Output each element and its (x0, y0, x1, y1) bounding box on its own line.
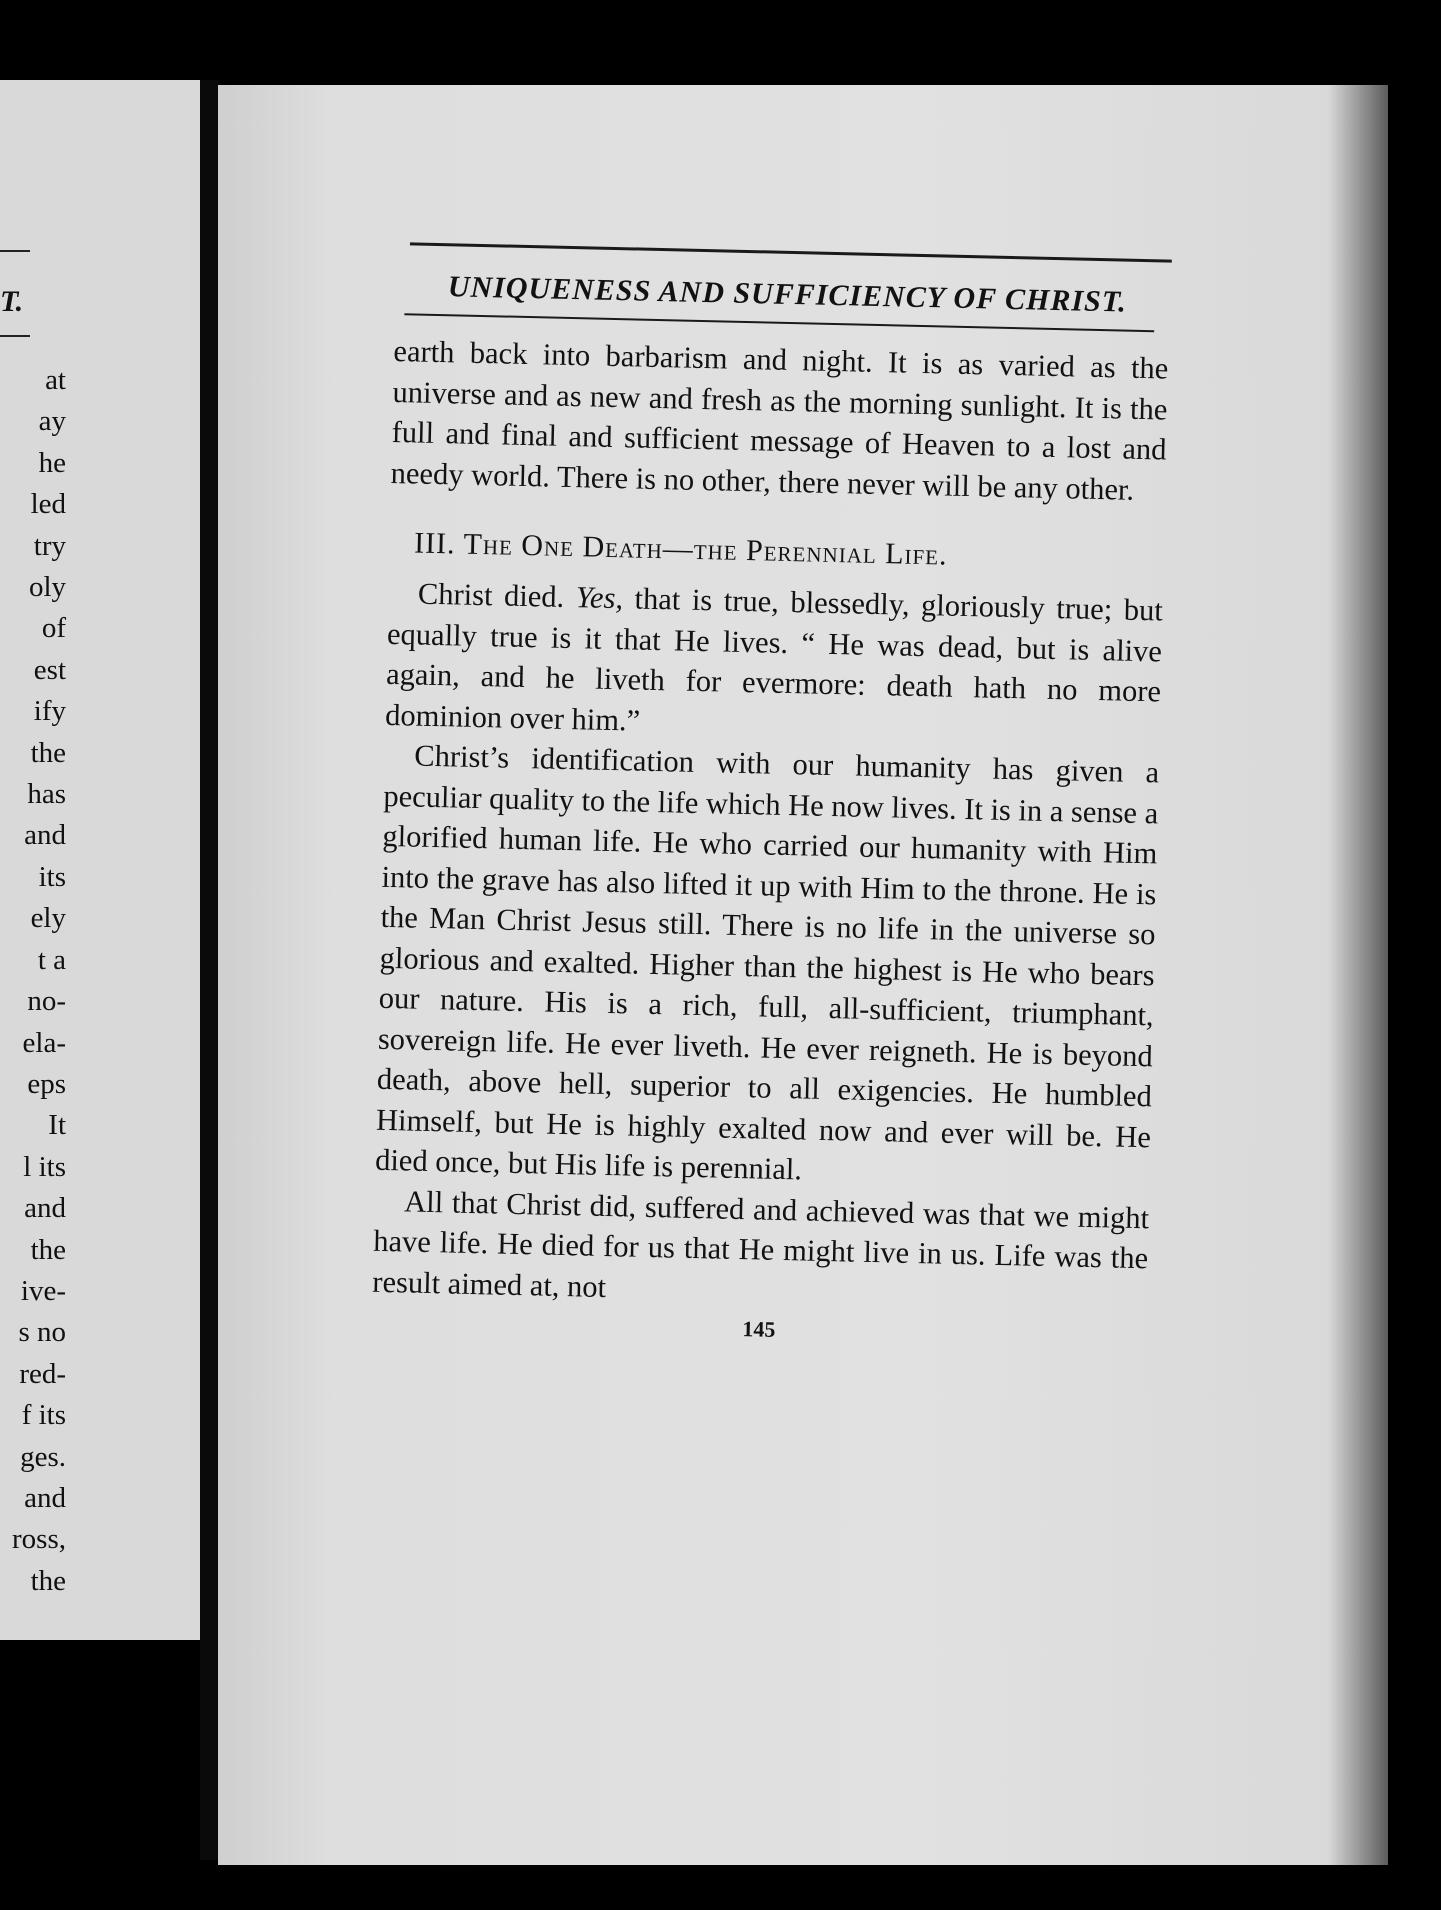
paragraph-christ-died (385, 573, 1163, 753)
left-line-ending: ive- (20, 1274, 66, 1307)
left-line-ending: ely (30, 902, 66, 935)
left-page (0, 80, 200, 1640)
left-line-ending: led (30, 488, 66, 521)
left-line-ending: ela- (22, 1026, 66, 1059)
left-line-ending: and (24, 819, 66, 852)
left-mid-rule (0, 335, 30, 337)
left-line-ending: est (33, 653, 66, 686)
paragraph-all-that-christ-did: All that Christ did, suffered and achieved was that we might have life. He died for us that He might live in us. Life was the result aimed at, not (372, 1183, 1150, 1304)
section-heading: III. The One Death—the Perennial Life. (413, 526, 948, 572)
left-line-ending: has (27, 778, 66, 811)
right-page-text (371, 242, 1171, 1351)
left-line-ending: f its (21, 1399, 66, 1432)
page-number: 145 (742, 1316, 776, 1342)
left-line-ending: oly (28, 571, 66, 604)
left-line-ending: at (45, 364, 66, 396)
left-line-ending: the (30, 1233, 66, 1266)
left-line-ending: ify (33, 695, 66, 728)
page-edge-shadow (1328, 85, 1388, 1865)
left-line-ending: the (30, 1564, 66, 1597)
para2-rest: that is true, blessedly, gloriously true; but equally true is it that He lives. “ He was dead, but is alive again, and he liveth for evermore: death hath no more dominion over him.” (384, 581, 1164, 738)
running-head: UNIQUENESS AND SUFFICIENCY OF CHRIST. (447, 270, 1128, 319)
left-line-ending: ges. (20, 1440, 66, 1473)
left-line-ending: no- (27, 985, 66, 1018)
left-line-ending: l its (23, 1150, 66, 1183)
left-line-ending: ay (38, 405, 66, 438)
left-line-ending: It (48, 1109, 66, 1142)
left-line-ending: its (38, 860, 66, 893)
left-top-rule (0, 250, 30, 252)
left-line-ending: he (38, 446, 66, 479)
left-line-ending: ross, (12, 1523, 66, 1556)
left-line-ending: red- (19, 1357, 66, 1390)
left-line-ending: and (24, 1192, 66, 1225)
left-line-ending: eps (27, 1067, 66, 1100)
para2-italic-yes: Yes, (575, 580, 624, 616)
left-line-ending: s no (18, 1316, 66, 1349)
left-line-ending: of (41, 612, 66, 645)
book-gutter (200, 80, 220, 1860)
paragraph-continued: earth back into barbarism and night. It is as varied as the universe and as new and fresh as the morning sunlight. It is the full and final and sufficient message of Heaven to a lost and needy world. There is no other, there never will be any other. (390, 333, 1169, 507)
left-line-ending: and (24, 1481, 66, 1514)
left-running-head: T. (0, 285, 24, 318)
paragraph-identification: Christ’s identification with our humanity has given a peculiar quality to the life which He now lives. It is in a sense a glorified human life. He who carried our humanity with Him into the grave has also lifted it up with Him to the throne. He is the Man Christ Jesus still. There is no life in the universe so glorious and exalted. Higher than the highest is He who bears our nature. His is a rich, full, all-sufficient, triumphant, sovereign life. He ever liveth. He ever reigneth. He is beyond death, above hell, superior to all exigencies. He humbled Himself, but He is highly exalted now and ever will be. He died once, but His life is perennial. (374, 738, 1160, 1187)
left-line-endings (0, 360, 66, 1602)
left-line-ending: the (30, 736, 66, 769)
para2-lead: Christ died. (417, 576, 577, 615)
left-line-ending: t a (37, 943, 66, 976)
left-line-ending: try (33, 529, 66, 562)
